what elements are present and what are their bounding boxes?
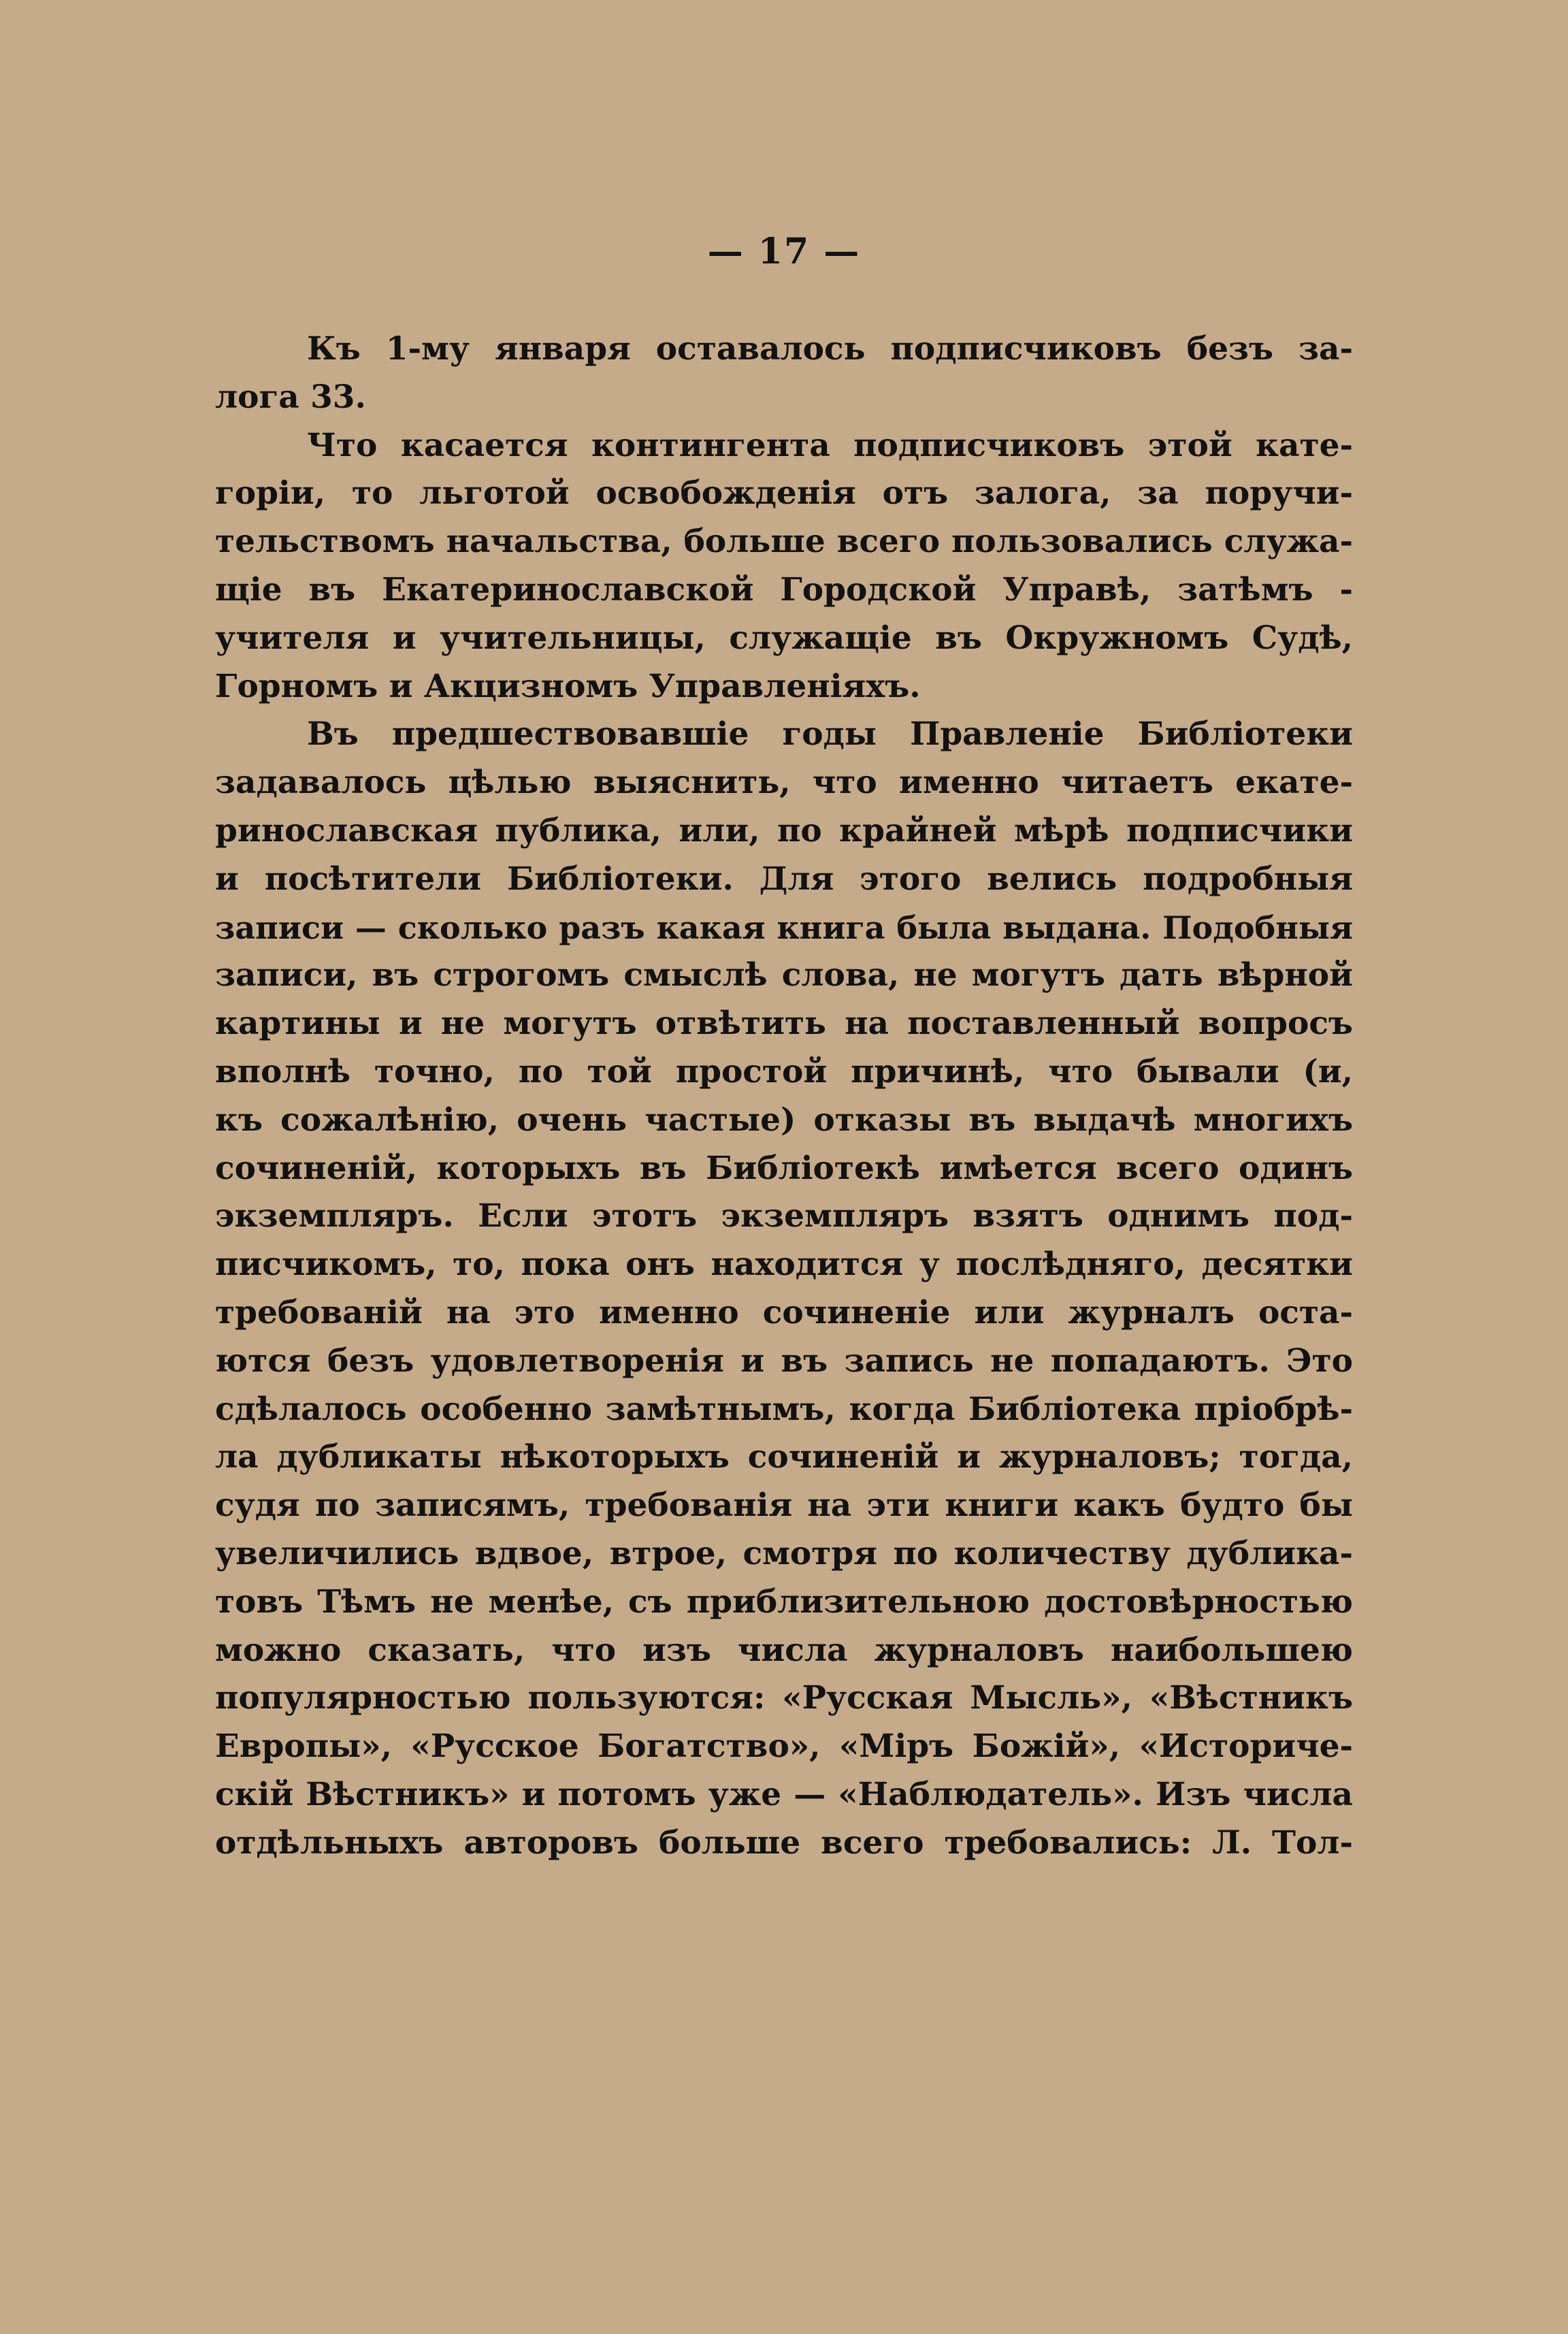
text-line: увеличились вдвое, втрое, смотря по количеству дублика- (215, 1534, 1353, 1572)
text-line: можно сказать, что изъ числа журналовъ наибольшею (215, 1631, 1353, 1669)
text-line: Въ предшествовавшіе годы Правленіе Библіотеки (307, 715, 1353, 753)
text-line: Горномъ и Акцизномъ Управленіяхъ. (215, 667, 921, 705)
text-line: горіи, то льготой освобожденія отъ залога, за поручи- (215, 474, 1353, 513)
body-text (215, 325, 1353, 1868)
page-number: — 17 — (707, 231, 861, 272)
text-line: щіе въ Екатеринославской Городской Управѣ, затѣмъ - (215, 570, 1353, 609)
text-line: Европы», «Русское Богатство», «Міръ Божій», «Историче- (215, 1728, 1353, 1766)
text-line: задавалось цѣлью выяснить, что именно читаетъ екате- (215, 764, 1353, 802)
text-line: скій Вѣстникъ» и потомъ уже — «Наблюдатель». Изъ числа (215, 1775, 1353, 1813)
text-line: тельствомъ начальства, больше всего пользовались служа- (215, 523, 1353, 561)
text-line: записи — сколько разъ какая книга была выдана. Подобныя (215, 909, 1353, 946)
text-line: вполнѣ точно, по той простой причинѣ, что бывали (и, (215, 1052, 1353, 1090)
text-line: и посѣтители Библіотеки. Для этого велись подробныя (215, 860, 1353, 898)
text-line: ются безъ удовлетворенія и въ запись не попадаютъ. Это (215, 1342, 1353, 1380)
text-line: сдѣлалось особенно замѣтнымъ, когда Библіотека пріобрѣ- (215, 1390, 1353, 1428)
text-line: картины и не могутъ отвѣтить на поставленный вопросъ (215, 1005, 1353, 1043)
text-line: сочиненій, которыхъ въ Библіотекѣ имѣется всего одинъ (215, 1149, 1353, 1187)
text-line: Что касается контингента подписчиковъ этой кате- (307, 426, 1353, 464)
text-line: писчикомъ, то, пока онъ находится у послѣдняго, десятки (215, 1246, 1353, 1284)
text-line: лога 33. (215, 378, 366, 416)
text-line: записи, въ строгомъ смыслѣ слова, не могутъ дать вѣрной (215, 956, 1353, 994)
text-line: учителя и учительницы, служащіе въ Окружномъ Судѣ, (215, 619, 1353, 657)
text-line: ла дубликаты нѣкоторыхъ сочиненій и журналовъ; тогда, (215, 1438, 1353, 1476)
text-line: популярностью пользуются: «Русская Мысль», «Вѣстникъ (215, 1679, 1353, 1717)
text-line: Къ 1-му января оставалось подписчиковъ безъ за- (307, 330, 1353, 368)
text-line: отдѣльныхъ авторовъ больше всего требовались: Л. Тол- (215, 1824, 1353, 1862)
text-line: судя по записямъ, требованія на эти книги какъ будто бы (215, 1487, 1353, 1525)
text-line: ринославская публика, или, по крайней мѣрѣ подписчики (215, 811, 1353, 849)
text-line: товъ Тѣмъ не менѣе, съ приблизительною достовѣрностью (215, 1583, 1353, 1621)
text-line: къ сожалѣнію, очень частые) отказы въ выдачѣ многихъ (215, 1101, 1353, 1139)
text-line: экземпляръ. Если этотъ экземпляръ взятъ однимъ под- (215, 1197, 1353, 1235)
text-line: требованій на это именно сочиненіе или журналъ оста- (215, 1293, 1353, 1331)
